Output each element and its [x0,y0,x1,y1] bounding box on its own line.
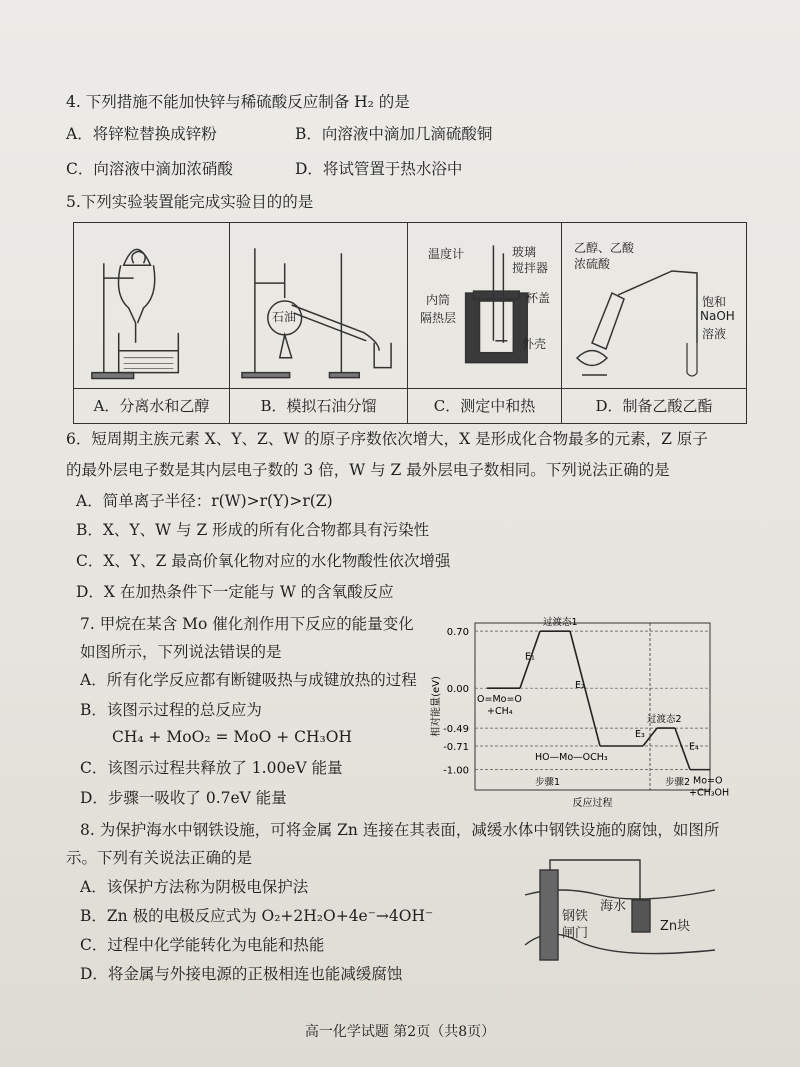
zn-protection-figure [520,850,720,965]
q5-apparatus-table [73,222,747,424]
y-tick-label: -0.49 [443,724,469,736]
label-inner: 内筒 [426,293,451,307]
q8-stem-2: 示。下列有关说法正确的是 [66,849,253,867]
q5-stem: 5.下列实验装置能完成实验目的的是 [66,193,314,211]
caption-d: D．制备乙酸乙酯 [562,388,746,423]
label-saturated: 饱和 [702,295,727,309]
label-e3: E₃ [635,729,645,741]
label-shell: 外壳 [522,337,547,351]
q6-option-c: C．X、Y、Z 最高价氧化物对应的水化物酸性依次增强 [76,552,451,570]
apparatus-c [408,223,562,423]
q6-option-b: B．X、Y、W 与 Z 形成的所有化合物都具有污染性 [76,521,430,539]
label-gate-1: 钢铁 [562,909,589,924]
label-thermometer: 温度计 [428,247,465,261]
q6-option-a: A．简单离子半径：r(W)>r(Y)>r(Z) [76,492,333,510]
q4-option-d: D．将试管置于热水浴中 [295,160,463,178]
label-seawater: 海水 [600,899,627,914]
q7-option-b: B．该图示过程的总反应为 [80,701,262,719]
q8-option-a: A．该保护方法称为阴极电保护法 [80,878,309,896]
q4-option-b: B．向溶液中滴加几滴硫酸铜 [295,125,493,143]
separatory-funnel-drawing [74,223,229,389]
label-ts2: 过渡态2 [647,714,682,726]
q8-option-d: D．将金属与外接电源的正极相连也能减缓腐蚀 [80,965,403,983]
q4-option-a: A．将锌粒替换成锌粉 [66,125,217,143]
q7-stem-1: 7. 甲烷在某含 Mo 催化剂作用下反应的能量变化 [80,615,414,633]
q7-stem-2: 如图所示，下列说法错误的是 [80,643,282,661]
q8-stem-1: 8. 为保护海水中钢铁设施，可将金属 Zn 连接在其表面，减缓水体中钢铁设施的腐蚀，如图所 [80,821,720,839]
y-tick-label: 0.70 [446,627,469,639]
label-stirrer: 搅拌器 [512,261,549,275]
q7-option-a: A．所有化学反应都有断键吸热与成键放热的过程 [80,671,417,689]
apparatus-d [562,223,746,423]
label-lid: 杯盖 [526,291,551,305]
label-glass: 玻璃 [512,245,537,259]
label-start-1: O=Mo=O [477,694,522,706]
label-e4: E₄ [689,741,699,753]
label-gate-2: 闸门 [562,926,589,941]
label-naoh: NaOH [700,309,735,323]
label-mid: HO—Mo—OCH₃ [535,752,608,764]
label-step-1: 步骤1 [535,777,561,788]
label-sulfuric: 浓硫酸 [574,257,611,271]
label-end-2: +CH₃OH [689,787,730,799]
q6-stem-1: 6．短周期主族元素 X、Y、Z、W 的原子序数依次增大，X 是形成化合物最多的元素，Z 原子 [66,430,708,448]
page-footer: 高一化学试题 第2页（共8页） [304,1024,496,1040]
label-end-1: Mo=O [693,775,723,787]
x-axis-label: 反应过程 [572,798,613,809]
q7-option-c: C．该图示过程共释放了 1.00eV 能量 [80,759,343,777]
y-tick-label: -1.00 [443,765,469,777]
caption-c: C．测定中和热 [408,388,561,423]
label-reagents: 乙醇、乙酸 [574,241,635,255]
q6-stem-2: 的最外层电子数是其内层电子数的 3 倍，W 与 Z 最外层电子数相同。下列说法正确的是 [66,461,670,479]
caption-a: A．分离水和乙醇 [74,388,229,423]
label-oil: 石油 [272,310,297,324]
q7-option-d: D．步骤一吸收了 0.7eV 能量 [80,789,287,807]
label-e2: E₂ [575,680,585,692]
label-insulation: 隔热层 [420,311,457,325]
y-tick-label: -0.71 [443,742,469,754]
q8-option-b: B．Zn 极的电极反应式为 O₂+2H₂O+4e⁻→4OH⁻ [80,907,434,925]
energy-diagram [425,615,730,815]
apparatus-b [230,223,408,423]
q8-option-c: C．过程中化学能转化为电能和热能 [80,936,325,954]
label-start-2: +CH₄ [487,706,513,718]
q7-equation: CH₄ + MoO₂ = MoO + CH₃OH [112,728,352,746]
label-step-2: 步骤2 [665,777,691,788]
q4-option-c: C．向溶液中滴加浓硝酸 [66,160,233,178]
apparatus-a [74,223,230,423]
caption-b: B．模拟石油分馏 [230,388,407,423]
y-tick-label: 0.00 [446,684,469,696]
label-zn-block: Zn块 [660,919,691,934]
distillation-drawing [230,223,407,389]
label-ts1: 过渡态1 [543,617,578,629]
energy-path-3 [675,728,690,770]
q6-option-d: D．X 在加热条件下一定能与 W 的含氧酸反应 [76,583,394,601]
label-e1: E₁ [525,651,535,663]
q4-stem: 4. 下列措施不能加快锌与稀硫酸反应制备 H₂ 的是 [66,93,410,111]
label-solution: 溶液 [702,327,727,341]
y-axis-label: 相对能量(eV) [431,676,442,737]
